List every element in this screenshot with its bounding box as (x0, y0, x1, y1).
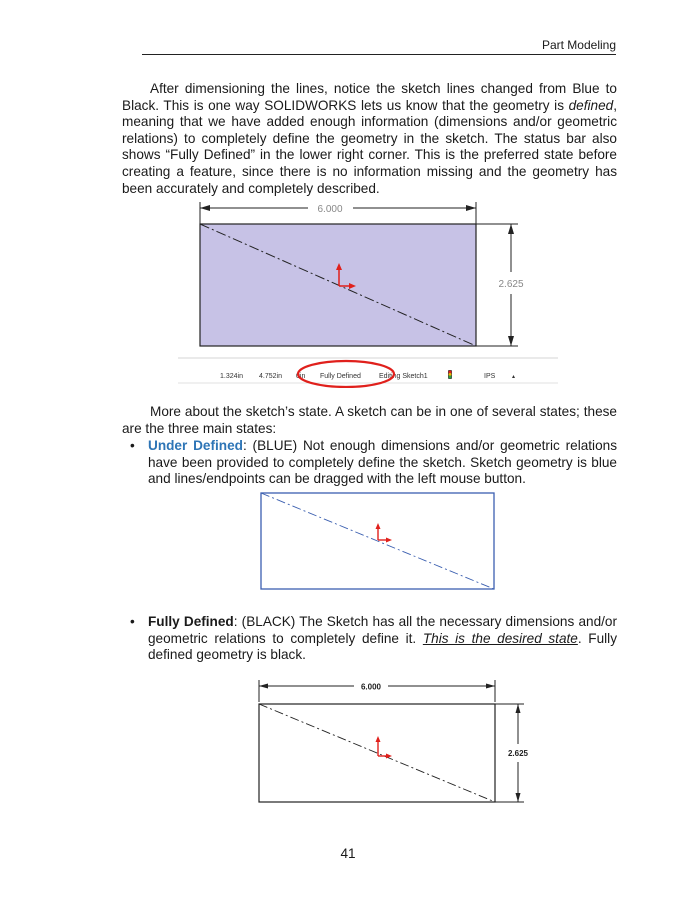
status-sketch-state: Fully Defined (320, 373, 361, 380)
figure-sketch-defined (178, 196, 558, 388)
origin-arrow-up-icon-3 (376, 736, 381, 742)
arrow-up-icon-3 (516, 704, 521, 713)
height-dimension-3: 2.625 (507, 749, 529, 758)
arrow-up-icon (508, 224, 514, 234)
fully-defined-bullet (130, 614, 617, 664)
intro-paragraph (122, 81, 617, 197)
page-number: 41 (340, 846, 356, 861)
under-defined-diagonal (261, 493, 494, 589)
states-intro-paragraph: More about the sketch’s state. A sketch can be in one of several states; these are the three main states: (122, 404, 617, 436)
status-edit-mode: Editing Sketch1 (379, 373, 428, 380)
running-header (142, 38, 616, 55)
width-dimension: 6.000 (317, 204, 343, 215)
intro-text-1: After dimensioning the lines, notice the sketch lines changed from Blue to Black. This is one way SOLIDWORKS lets us know that the geometry is (122, 81, 617, 113)
bullet-icon: • (130, 614, 135, 629)
arrow-left-icon (200, 205, 210, 211)
arrow-left-icon-3 (259, 684, 268, 689)
origin-arrow-right-icon-2 (386, 538, 392, 543)
rebuild-icon-green (449, 376, 452, 379)
status-x-coordinate: 1.324in (220, 373, 243, 380)
arrow-right-icon (466, 205, 476, 211)
units-dropdown-icon: ▴ (512, 374, 516, 380)
desired-state-emphasis: This is the desired state (422, 630, 578, 646)
fully-defined-diagonal (259, 704, 495, 802)
figure-sketch-under-defined (256, 488, 500, 594)
arrow-down-icon-3 (516, 793, 521, 802)
under-defined-bullet (130, 438, 617, 488)
intro-text-2: , meaning that we have added enough information (dimensions and/or geometric relations) to completely define the geometry in the sketch. The status bar also shows “Fully Defined” in the lower right corner. This is the preferred state before creating a feature, since there is no information missing and the geometry has been accurately and completely described. (122, 97, 617, 196)
status-units: IPS (484, 373, 496, 380)
status-z-coordinate: 0in (296, 373, 306, 380)
fully-defined-text: : (BLACK) The Sketch has all the necessary dimensions and/or geometric relations to completely define it. (148, 614, 617, 646)
status-y-coordinate: 4.752in (259, 373, 282, 380)
fully-defined-text-2: . Fully defined geometry is black. (148, 630, 617, 663)
figure-sketch-fully-defined (254, 676, 540, 808)
under-defined-text: : (BLUE) Not enough dimensions and/or geometric relations have been provided to completely define the sketch. Sketch geometry is blue and lines/endpoints can be dragged with the left mouse button. (148, 438, 617, 487)
width-dimension-3: 6.000 (360, 682, 382, 692)
header-title: Part Modeling (541, 38, 616, 52)
fully-defined-term: Fully Defined (148, 614, 234, 629)
under-defined-term: Under Defined (148, 438, 243, 453)
arrow-down-icon (508, 336, 514, 346)
intro-emphasis: defined (568, 97, 614, 113)
origin-arrow-up-icon-2 (376, 523, 381, 529)
height-dimension: 2.625 (498, 279, 524, 290)
bullet-icon: • (130, 438, 135, 453)
arrow-right-icon-3 (486, 684, 495, 689)
